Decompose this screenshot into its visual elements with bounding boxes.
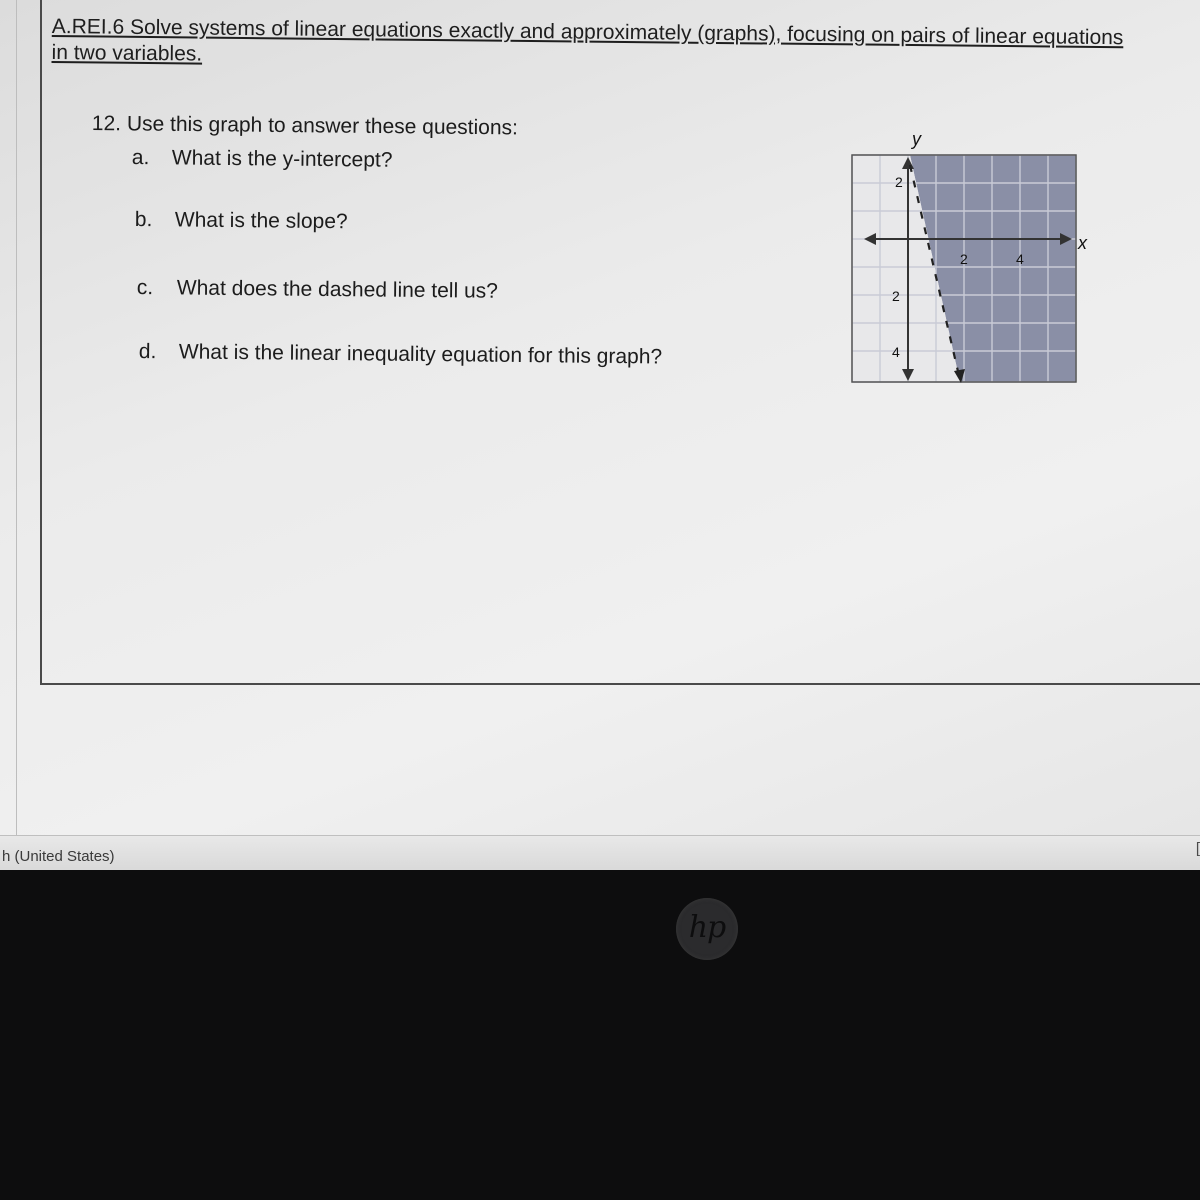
graph-svg <box>840 125 1100 400</box>
question-prompt: 12. Use this graph to answer these questions: <box>91 112 519 140</box>
x-axis-label: x <box>1078 233 1087 253</box>
question-part-b <box>135 208 348 234</box>
inequality-graph <box>840 125 1100 400</box>
y-axis-label: y <box>912 129 921 149</box>
part-text: What is the slope? <box>174 208 348 234</box>
page-margin-line <box>16 0 17 835</box>
part-letter: c. <box>136 276 154 300</box>
status-bar <box>0 835 1200 870</box>
question-part-c <box>137 276 498 304</box>
logo-text: hp <box>688 910 726 945</box>
part-letter: b. <box>134 208 153 232</box>
part-letter: d. <box>138 340 157 364</box>
question-part-a <box>132 146 393 173</box>
y-tick-label: 2 <box>892 288 900 304</box>
x-tick-label: 2 <box>960 251 968 267</box>
y-tick-label: 2 <box>895 174 903 190</box>
language-indicator[interactable]: h (United States) <box>2 848 115 865</box>
part-text: What is the linear inequality equation for this graph? <box>178 340 663 369</box>
hp-logo-icon <box>676 898 738 960</box>
monitor-bezel <box>0 870 1200 1200</box>
y-tick-label: 4 <box>892 344 900 360</box>
part-text: What does the dashed line tell us? <box>176 276 499 303</box>
part-letter: a. <box>131 146 150 170</box>
part-text: What is the y-intercept? <box>171 146 393 172</box>
standard-heading: A.REI.6 Solve systems of linear equations exactly and approximately (graphs), focusing on pairs of linear equations in two variables. <box>51 14 1124 66</box>
status-bar-right-glyph: [ <box>1195 840 1200 857</box>
x-tick-label: 4 <box>1016 251 1024 267</box>
